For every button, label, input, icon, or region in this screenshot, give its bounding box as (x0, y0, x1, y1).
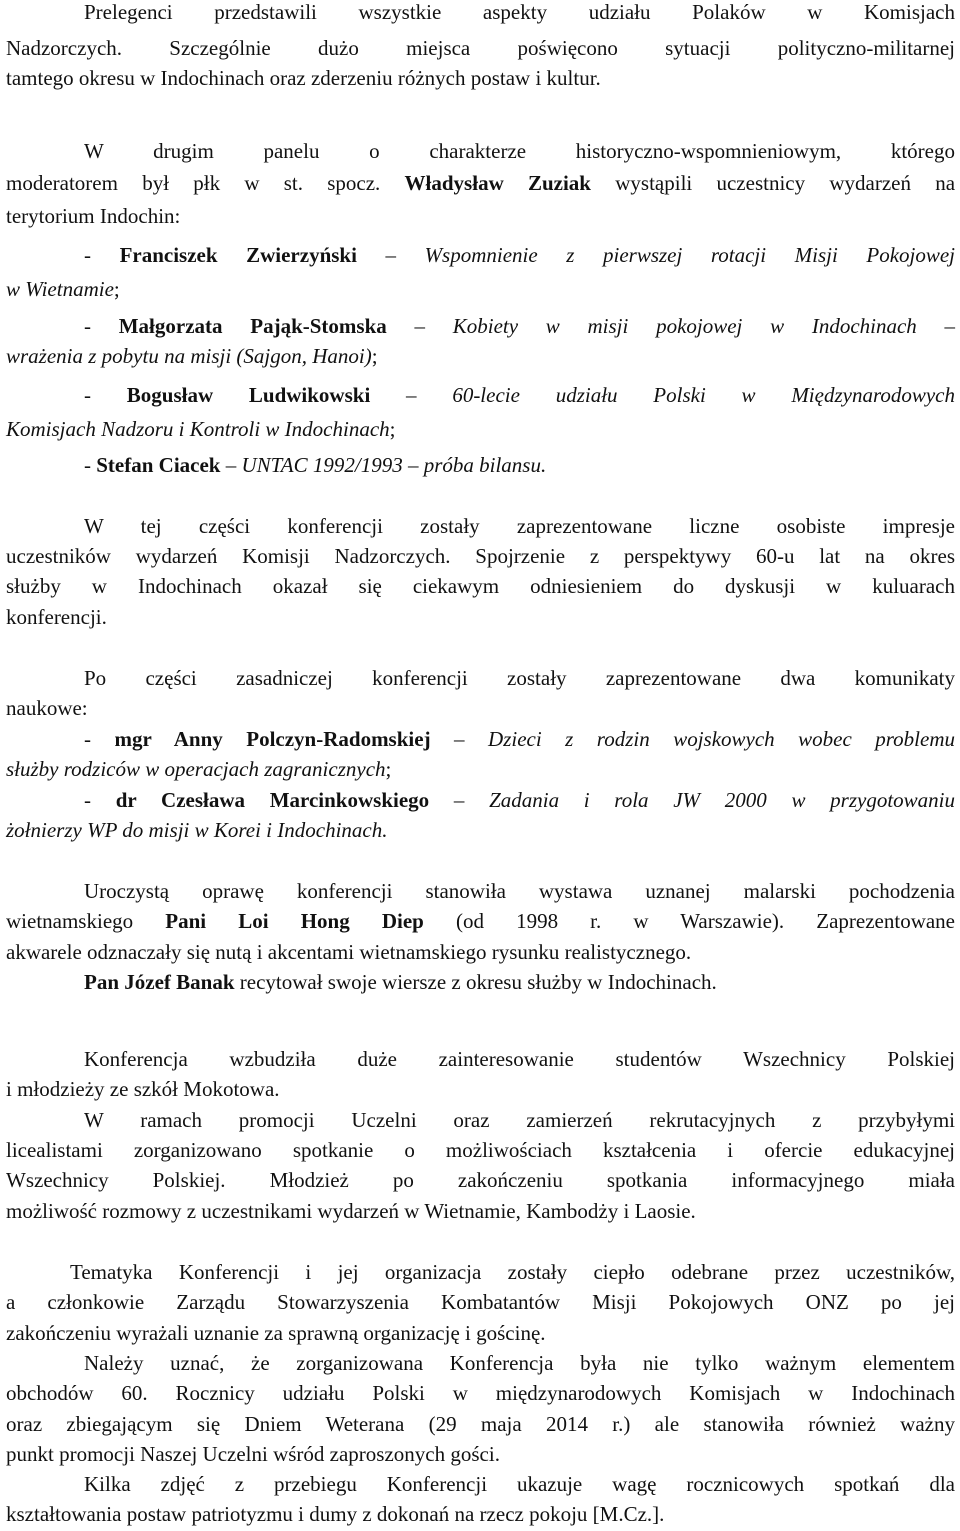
paragraph-line: konferencji. (6, 605, 107, 629)
paragraph-line: uczestników wydarzeń Komisji Nadzorczych. Spojrzenie z perspektywy 60-u lat na okres (6, 544, 955, 568)
talk-title: Wspomnienie z pierwszej rotacji Misji Pokojowej (424, 243, 956, 267)
speaker-name: Franciszek Zwierzyński (119, 243, 357, 267)
paragraph-line: kształtowania postaw patriotyzmu i dumy z dokonań na rzecz pokoju [M.Cz.]. (6, 1502, 665, 1526)
text-run: wietnamskiego (6, 909, 134, 933)
paragraph-line: licealistami zorganizowano spotkanie o możliwościach kształcenia i ofercie edukacyjnej (6, 1138, 955, 1162)
dash: - (84, 788, 91, 812)
paragraph-line: Należy uznać, że zorganizowana Konferencja była nie tylko ważnym elementem (84, 1351, 955, 1375)
paragraph-line: zakończeniu wyrażali uznanie za sprawną organizację i gościnę. (6, 1321, 546, 1345)
list-item-continuation (6, 341, 955, 371)
talk-title: 60-lecie udziału Polski w Międzynarodowych (452, 383, 955, 407)
paragraph-line: a członkowie Zarządu Stowarzyszenia Kombatantów Misji Pokojowych ONZ po jej (6, 1290, 955, 1314)
paragraph-line: naukowe: (6, 696, 88, 720)
separator: – (453, 788, 465, 812)
list-item (84, 311, 955, 341)
separator: – (454, 727, 465, 751)
separator: – (407, 453, 419, 477)
paragraph-line: Konferencja wzbudziła duże zainteresowanie studentów Wszechnicy Polskiej (84, 1047, 955, 1071)
list-item-continuation (6, 815, 955, 845)
separator: – (385, 243, 396, 267)
talk-title: w Wietnamie (6, 277, 114, 301)
punctuation: ; (389, 417, 396, 441)
paragraph-line: Tematyka Konferencji i jej organizacja zostały ciepło odebrane przez uczestników, (70, 1260, 955, 1284)
dash: - (84, 727, 91, 751)
separator: – (414, 314, 425, 338)
punctuation: ; (371, 344, 378, 368)
paragraph-line (84, 967, 955, 997)
paragraph-line: W ramach promocji Uczelni oraz zamierzeń rekrutacyjnych z przybyłymi (84, 1108, 955, 1132)
list-item-continuation (6, 274, 955, 304)
list-item-continuation (6, 754, 955, 784)
paragraph-line: Wszechnicy Polskiej. Młodzież po zakończeniu spotkania informacyjnego miała (6, 1168, 955, 1192)
talk-title: wrażenia z pobytu na misji (Sajgon, Hanoi) (6, 344, 372, 368)
list-item (84, 450, 955, 480)
talk-title: służby rodziców w operacjach zagranicznych (6, 757, 386, 781)
paragraph-line: Kilka zdjęć z przebiegu Konferencji ukazuje wagę rocznicowych spotkań dla (84, 1472, 955, 1496)
list-item (84, 785, 955, 815)
paragraph-line: i młodzieży ze szkół Mokotowa. (6, 1077, 280, 1101)
list-item (84, 380, 955, 410)
text-run: wystąpili uczestnicy wydarzeń na (615, 171, 956, 195)
paragraph-line: służby w Indochinach okazał się ciekawym odniesieniem do dyskusji w kuluarach (6, 574, 955, 598)
text-run: (od 1998 r. w Warszawie). Zaprezentowane (455, 909, 955, 933)
paragraph-line: obchodów 60. Rocznicy udziału Polski w międzynarodowych Komisjach w Indochinach (6, 1381, 955, 1405)
talk-title: żołnierzy WP do misji w Korei i Indochinach. (6, 818, 388, 842)
list-item (84, 724, 955, 754)
paragraph-line: Uroczystą oprawę konferencji stanowiła wystawa uznanej malarski pochodzenia (84, 879, 955, 903)
separator: – (944, 314, 956, 338)
person-name: Pan Józef Banak (84, 970, 235, 994)
person-name: Pani Loi Hong Diep (165, 909, 424, 933)
paragraph-line (6, 906, 955, 936)
talk-title: Komisjach Nadzoru i Kontroli w Indochinach (6, 417, 390, 441)
speaker-name: dr Czesława Marcinkowskiego (115, 788, 430, 812)
talk-title: Zadania i rola JW 2000 w przygotowaniu (489, 788, 955, 812)
dash: - (84, 243, 91, 267)
person-name: Władysław Zuziak (404, 171, 591, 195)
paragraph-line: W drugim panelu o charakterze historyczno-wspomnieniowym, którego (84, 139, 955, 163)
dash: - (84, 453, 91, 477)
separator: – (225, 453, 237, 477)
paragraph-line: Po części zasadniczej konferencji zostały zaprezentowane dwa komunikaty (84, 666, 955, 690)
talk-title: UNTAC 1992/1993 (241, 453, 403, 477)
paragraph-line: Nadzorczych. Szczególnie dużo miejsca poświęcono sytuacji polityczno-militarnej (6, 36, 955, 60)
paragraph-line: W tej części konferencji zostały zaprezentowane liczne osobiste impresje (84, 514, 955, 538)
talk-title: Dzieci z rodzin wojskowych wobec problemu (488, 727, 955, 751)
talk-title: próba bilansu. (423, 453, 547, 477)
speaker-name: Bogusław Ludwikowski (126, 383, 371, 407)
speaker-name: Małgorzata Pająk-Stomska (118, 314, 387, 338)
text-run: moderatorem był płk w st. spocz. (6, 171, 381, 195)
paragraph-line: terytorium Indochin: (6, 204, 181, 228)
paragraph-line: punkt promocji Naszej Uczelni wśród zaproszonych gości. (6, 1442, 500, 1466)
paragraph-line (6, 168, 955, 198)
separator: – (406, 383, 417, 407)
talk-title: Kobiety w misji pokojowej w Indochinach (452, 314, 917, 338)
list-item (84, 240, 955, 270)
paragraph-line: oraz zbiegającym się Dniem Weterana (29 maja 2014 r.) ale stanowiła również ważny (6, 1412, 955, 1436)
paragraph-line: tamtego okresu w Indochinach oraz zderzeniu różnych postaw i kultur. (6, 66, 601, 90)
speaker-name: Stefan Ciacek (96, 453, 221, 477)
text-run: recytował swoje wiersze z okresu służby w Indochinach. (239, 970, 717, 994)
paragraph-line: Prelegenci przedstawili wszystkie aspekty udziału Polaków w Komisjach (84, 0, 955, 24)
list-item-continuation (6, 414, 955, 444)
dash: - (84, 383, 91, 407)
punctuation: ; (385, 757, 392, 781)
paragraph-line: możliwość rozmowy z uczestnikami wydarzeń w Wietnamie, Kambodży i Laosie. (6, 1199, 696, 1223)
speaker-name: mgr Anny Polczyn-Radomskiej (114, 727, 431, 751)
paragraph-line: akwarele odznaczały się nutą i akcentami wietnamskiego rysunku realistycznego. (6, 940, 692, 964)
dash: - (84, 314, 91, 338)
punctuation: ; (113, 277, 120, 301)
